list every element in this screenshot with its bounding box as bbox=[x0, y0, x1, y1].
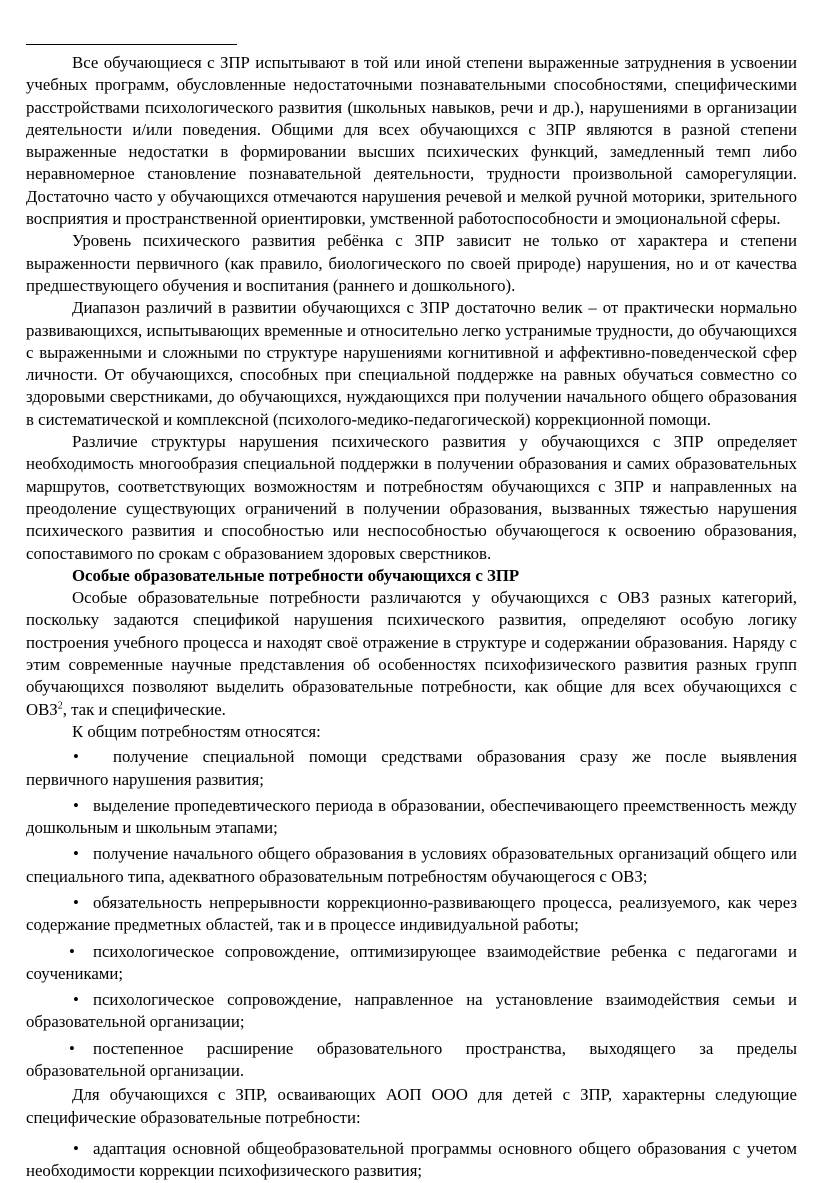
paragraph-common-needs-intro: К общим потребностям относятся: bbox=[72, 721, 321, 741]
list-item-text: выделение пропедевтического периода в образовании, обеспечивающего преемственность между дошкольным и школьным этапами; bbox=[26, 795, 797, 838]
bullet-icon: • bbox=[69, 941, 75, 961]
bullet-icon: • bbox=[73, 990, 79, 1010]
paragraph-general-difficulties: Все обучающиеся с ЗПР испытывают в той или иной степени выраженные затруднения в усвоении учебных программ, обусловленные недостаточными познавательными способностями, специфическими расстройствами психологического развития (школьных навыков, речи и др.), нарушениями в организации деятельности и/или поведения. Общими для всех обучающихся с ЗПР являются в разной степени выраженные недостатки в формировании высших психических функций, замедленный темп либо неравномерное становление познавательной деятельности, трудности произвольной саморегуляции. Достаточно часто у обучающихся отмечаются нарушения речевой и мелкой ручной моторики, зрительного восприятия и пространственной ориентировки, умственной работоспособности и эмоциональной сферы. bbox=[26, 53, 797, 229]
bullet-icon: • bbox=[69, 1038, 75, 1058]
list-item-text: психологическое сопровождение, направленное на установление взаимодействия семьи и образовательной организации; bbox=[26, 990, 797, 1032]
list-item bbox=[26, 843, 797, 888]
list-item bbox=[26, 1038, 797, 1083]
section-heading: Особые образовательные потребности обучающихся с ЗПР bbox=[72, 565, 520, 585]
paragraph-specific-needs-intro: Для обучающихся с ЗПР, осваивающих АОП ООО для детей с ЗПР, характерны следующие специфические образовательные потребности: bbox=[26, 1085, 797, 1127]
bullet-icon: • bbox=[73, 747, 79, 767]
bullet-icon: • bbox=[73, 844, 79, 864]
paragraph-special-needs-tail: , так и специфические. bbox=[62, 699, 226, 719]
bullet-icon: • bbox=[73, 1138, 79, 1158]
document-body bbox=[26, 52, 797, 1183]
common-needs-list bbox=[26, 746, 797, 1082]
paragraph-range-of-differences: Диапазон различий в развитии обучающихся с ЗПР достаточно велик – от практически нормально развивающихся, испытывающих временные и относительно легко устранимые трудности, до обучающихся с выраженными и сложными по структуре нарушениями когнитивной и аффективно-поведенческой сфер личности. От обучающихся, способных при специальной поддержке на равных обучаться совместно со здоровыми сверстниками, до обучающихся, нуждающихся при получении начального общего образования в систематической и комплексной (психолого-медико-педагогической) коррекционной помощи. bbox=[26, 298, 797, 429]
list-item bbox=[26, 746, 797, 791]
paragraph-development-level: Уровень психического развития ребёнка с ЗПР зависит не только от характера и степени выраженности первичного (как правило, биологического по своей природе) нарушения, но и от качества предшествующего обучения и воспитания (раннего и дошкольного). bbox=[26, 231, 797, 295]
list-item bbox=[26, 1138, 797, 1183]
list-item-text: постепенное расширение образовательного пространства, выходящего за пределы образовательной организации. bbox=[26, 1038, 797, 1081]
footnote-reference: 2 bbox=[57, 700, 63, 712]
paragraph-structure-differences: Различие структуры нарушения психического развития у обучающихся с ЗПР определяет необходимость многообразия специальной поддержки в получении образования и самих образовательных маршрутов, соответствующих возможностям и потребностям обучающихся с ЗПР и направленных на преодоление существующих ограничений в получении образования, вызванных тяжестью нарушения психического развития и способностью или неспособностью обучающегося к освоению образования, сопоставимого по срокам с образованием здоровых сверстников. bbox=[26, 432, 797, 563]
paragraph-special-needs bbox=[26, 587, 797, 721]
list-item bbox=[26, 941, 797, 986]
list-item bbox=[26, 892, 797, 937]
footnote-separator-line bbox=[26, 44, 237, 45]
specific-needs-list bbox=[26, 1138, 797, 1183]
list-item-text: обязательность непрерывности коррекционно-развивающего процесса, реализуемого, как через содержание предметных областей, так и в процессе индивидуальной работы; bbox=[26, 892, 797, 935]
list-item bbox=[26, 989, 797, 1034]
bullet-icon: • bbox=[73, 795, 79, 815]
list-item-text: получение специальной помощи средствами образования сразу же после выявления первичного нарушения развития; bbox=[26, 747, 797, 789]
list-item-text: получение начального общего образования в условиях образовательных организаций общего или специального типа, адекватного образовательным потребностям обучающегося с ОВЗ; bbox=[26, 844, 797, 886]
list-item bbox=[26, 795, 797, 840]
list-item-text: психологическое сопровождение, оптимизирующее взаимодействие ребенка с педагогами и соучениками; bbox=[26, 941, 797, 983]
paragraph-special-needs-text: Особые образовательные потребности различаются у обучающихся с ОВЗ разных категорий, поскольку задаются спецификой нарушения психического развития, определяют особую логику построения учебного процесса и находят своё отражение в структуре и содержании образования. Наряду с этим современные научные представления об особенностях психофизического развития разных групп обучающихся позволяют выделить образовательные потребности, как общие для всех обучающихся с ОВЗ bbox=[26, 588, 797, 719]
list-item-text: адаптация основной общеобразовательной программы основного общего образования с учетом необходимости коррекции психофизического развития; bbox=[26, 1138, 797, 1181]
bullet-icon: • bbox=[73, 892, 79, 912]
